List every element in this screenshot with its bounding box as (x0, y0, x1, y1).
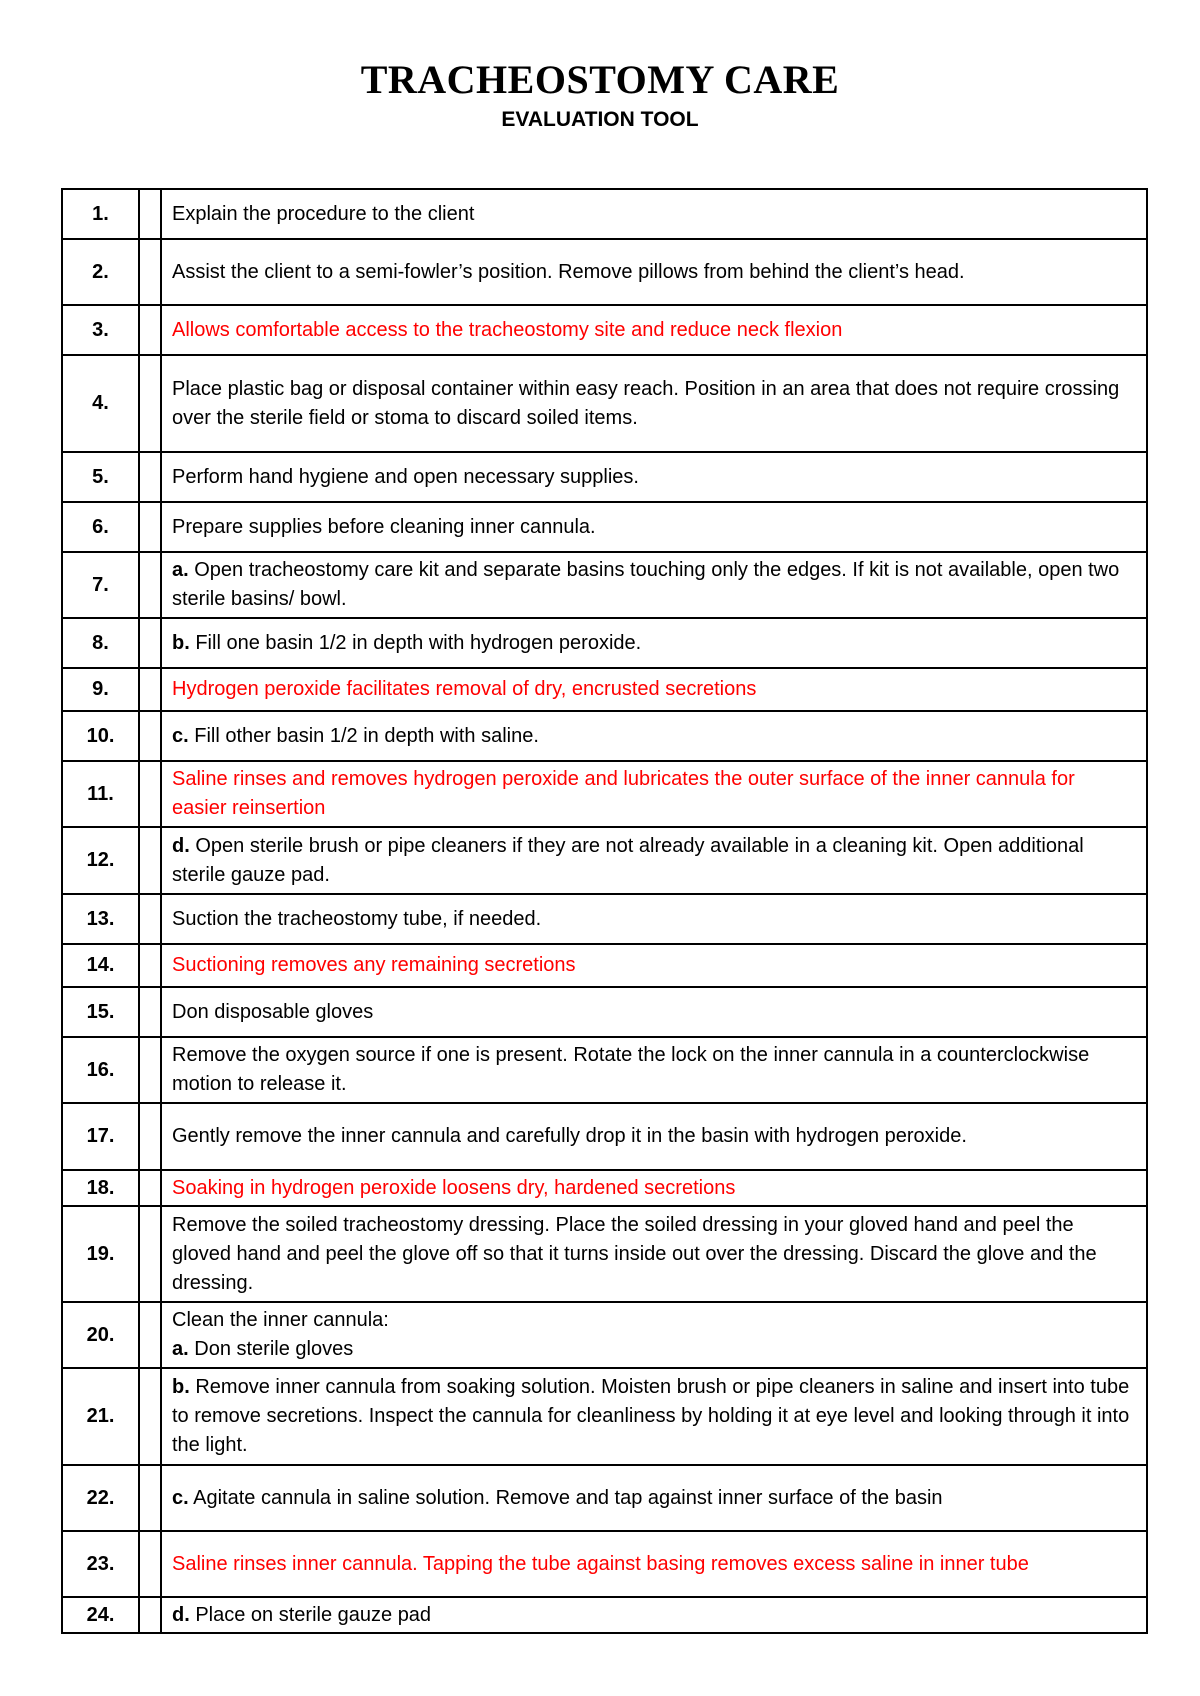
table-row (62, 1103, 1147, 1170)
step-number: 7. (62, 552, 139, 618)
checkbox-cell[interactable] (139, 1037, 161, 1103)
step-text (161, 827, 1147, 894)
checkbox-cell[interactable] (139, 452, 161, 502)
step-description: Don disposable gloves (172, 1000, 374, 1023)
step-text (161, 1465, 1147, 1531)
checkbox-cell[interactable] (139, 1531, 161, 1597)
step-text (161, 987, 1147, 1037)
step-description: Prepare supplies before cleaning inner cannula. (172, 515, 596, 538)
step-number: 5. (62, 452, 139, 502)
step-text (161, 1302, 1147, 1368)
step-description: Allows comfortable access to the tracheostomy site and reduce neck flexion (172, 318, 843, 341)
step-number: 15. (62, 987, 139, 1037)
step-description: Explain the procedure to the client (172, 202, 475, 225)
checkbox-cell[interactable] (139, 827, 161, 894)
step-number: 11. (62, 761, 139, 827)
table-row (62, 239, 1147, 305)
table-row (62, 305, 1147, 355)
step-text (161, 1368, 1147, 1465)
table-row (62, 1465, 1147, 1531)
step-description: Place on sterile gauze pad (195, 1603, 432, 1626)
step-description: Remove inner cannula from soaking solution. Moisten brush or pipe cleaners in saline and insert into tube to remove secretions. Inspect the cannula for cleanliness by holding it at eye level and looking through it into the light. (172, 1376, 1130, 1456)
table-row (62, 827, 1147, 894)
checkbox-cell[interactable] (139, 711, 161, 761)
step-description: Assist the client to a semi-fowler’s position. Remove pillows from behind the client’s head. (172, 260, 965, 283)
rationale-text (161, 944, 1147, 987)
table-row (62, 1206, 1147, 1302)
table-row (62, 1531, 1147, 1597)
step-number: 23. (62, 1531, 139, 1597)
step-description: Remove the oxygen source if one is present. Rotate the lock on the inner cannula in a counterclockwise motion to release it. (172, 1044, 1090, 1095)
step-prefix: a. (172, 559, 189, 581)
step-description: Open sterile brush or pipe cleaners if they are not already available in a cleaning kit. Open additional sterile gauze pad. (172, 834, 1084, 886)
step-description: Fill one basin 1/2 in depth with hydrogen peroxide. (195, 631, 642, 654)
step-number: 1. (62, 189, 139, 239)
step-text (161, 711, 1147, 761)
step-prefix: c. (172, 724, 189, 747)
step-description: Soaking in hydrogen peroxide loosens dry, hardened secretions (172, 1176, 736, 1199)
checkbox-cell[interactable] (139, 1302, 161, 1368)
step-text (161, 239, 1147, 305)
step-number: 19. (62, 1206, 139, 1302)
step-prefix: a. (172, 1338, 189, 1360)
table-row (62, 189, 1147, 239)
checkbox-cell[interactable] (139, 239, 161, 305)
checkbox-cell[interactable] (139, 668, 161, 711)
table-row (62, 1302, 1147, 1368)
table-row (62, 1170, 1147, 1206)
step-text (161, 618, 1147, 668)
table-row (62, 552, 1147, 618)
step-number: 9. (62, 668, 139, 711)
step-number: 22. (62, 1465, 139, 1531)
step-number: 21. (62, 1368, 139, 1465)
step-description: Fill other basin 1/2 in depth with saline. (194, 724, 539, 747)
checkbox-cell[interactable] (139, 944, 161, 987)
page-subtitle: EVALUATION TOOL (501, 108, 699, 131)
step-text (161, 1597, 1147, 1633)
step-prefix: b. (172, 631, 190, 654)
step-number: 2. (62, 239, 139, 305)
table-row (62, 668, 1147, 711)
step-number: 13. (62, 894, 139, 944)
step-number: 10. (62, 711, 139, 761)
checkbox-cell[interactable] (139, 1597, 161, 1633)
checkbox-cell[interactable] (139, 987, 161, 1037)
evaluation-table (61, 188, 1148, 1634)
step-text (161, 1103, 1147, 1170)
step-text (161, 452, 1147, 502)
checkbox-cell[interactable] (139, 1103, 161, 1170)
step-text (161, 894, 1147, 944)
step-prefix: c. (172, 1486, 189, 1509)
checkbox-cell[interactable] (139, 355, 161, 452)
step-description: Suctioning removes any remaining secretions (172, 954, 576, 976)
step-number: 24. (62, 1597, 139, 1633)
page-title: TRACHEOSTOMY CARE (360, 57, 840, 102)
step-text (161, 189, 1147, 239)
step-number: 12. (62, 827, 139, 894)
rationale-text (161, 761, 1147, 827)
checkbox-cell[interactable] (139, 305, 161, 355)
checkbox-cell[interactable] (139, 894, 161, 944)
checkbox-cell[interactable] (139, 1206, 161, 1302)
table-row (62, 452, 1147, 502)
step-description: Agitate cannula in saline solution. Remove and tap against inner surface of the basin (193, 1486, 943, 1509)
table-row (62, 1368, 1147, 1465)
checkbox-cell[interactable] (139, 189, 161, 239)
step-number: 20. (62, 1302, 139, 1368)
checkbox-cell[interactable] (139, 1465, 161, 1531)
rationale-text (161, 305, 1147, 355)
step-description: Place plastic bag or disposal container within easy reach. Position in an area that does not require crossing over the sterile field or stoma to discard soiled items. (172, 377, 1120, 429)
table-row (62, 502, 1147, 552)
step-description: Suction the tracheostomy tube, if needed. (172, 907, 542, 930)
step-number: 16. (62, 1037, 139, 1103)
step-description: Clean the inner cannula: (172, 1309, 389, 1331)
step-text (161, 1037, 1147, 1103)
rationale-text (161, 1531, 1147, 1597)
step-number: 18. (62, 1170, 139, 1206)
table-row (62, 355, 1147, 452)
step-prefix: d. (172, 1603, 190, 1626)
checkbox-cell[interactable] (139, 618, 161, 668)
step-number: 6. (62, 502, 139, 552)
table-row (62, 1037, 1147, 1103)
rationale-text (161, 1170, 1147, 1206)
checkbox-cell[interactable] (139, 1368, 161, 1465)
table-row (62, 987, 1147, 1037)
table-row (62, 618, 1147, 668)
checkbox-cell[interactable] (139, 761, 161, 827)
step-number: 3. (62, 305, 139, 355)
table-row (62, 711, 1147, 761)
step-number: 14. (62, 944, 139, 987)
checkbox-cell[interactable] (139, 502, 161, 552)
step-number: 4. (62, 355, 139, 452)
step-description: Remove the soiled tracheostomy dressing. Place the soiled dressing in your gloved hand and peel the gloved hand and peel the glove off so that it turns inside out over the dressing. Discard the glove and the dressing. (172, 1213, 1097, 1294)
step-prefix: b. (172, 1376, 190, 1398)
step-text (161, 355, 1147, 452)
step-text (161, 552, 1147, 618)
evaluation-table-body (62, 189, 1147, 1633)
step-description: Gently remove the inner cannula and carefully drop it in the basin with hydrogen peroxide. (172, 1125, 967, 1147)
step-description: Saline rinses inner cannula. Tapping the tube against basing removes excess saline in inner tube (172, 1552, 1029, 1575)
step-description: Don sterile gloves (194, 1338, 354, 1360)
step-description: Perform hand hygiene and open necessary supplies. (172, 465, 639, 488)
rationale-text (161, 668, 1147, 711)
table-row (62, 1597, 1147, 1633)
step-text (161, 502, 1147, 552)
checkbox-cell[interactable] (139, 552, 161, 618)
table-row (62, 894, 1147, 944)
table-row (62, 761, 1147, 827)
checkbox-cell[interactable] (139, 1170, 161, 1206)
step-text (161, 1206, 1147, 1302)
step-description: Hydrogen peroxide facilitates removal of dry, encrusted secretions (172, 678, 757, 700)
step-description: Saline rinses and removes hydrogen peroxide and lubricates the outer surface of the inner cannula for easier reinsertion (172, 768, 1075, 819)
step-description: Open tracheostomy care kit and separate basins touching only the edges. If kit is not available, open two sterile basins/ bowl. (172, 559, 1120, 610)
step-prefix: d. (172, 834, 190, 857)
table-row (62, 944, 1147, 987)
step-number: 8. (62, 618, 139, 668)
step-number: 17. (62, 1103, 139, 1170)
